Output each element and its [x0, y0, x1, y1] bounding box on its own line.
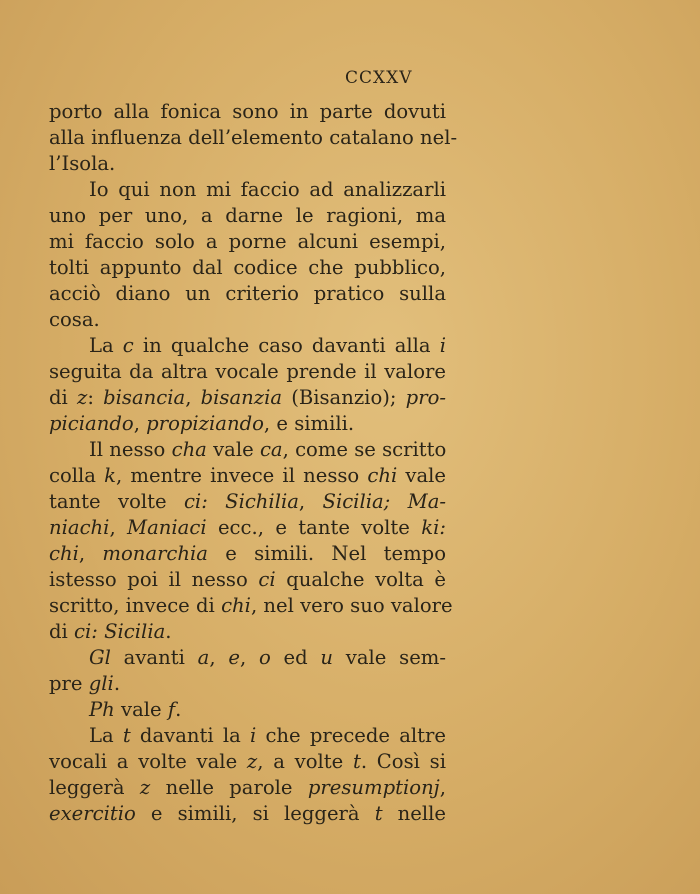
- text-segment: , come se scritto: [282, 438, 447, 461]
- italic-text: a: [197, 646, 210, 669]
- text-segment: Il nesso: [89, 438, 172, 461]
- text-segment: vale: [206, 438, 260, 461]
- text-line: [49, 541, 446, 567]
- text-line: [49, 489, 446, 515]
- italic-text: ci: Sichilia: [183, 490, 299, 513]
- italic-text: bisancia: [103, 386, 186, 409]
- text-line: [49, 671, 446, 697]
- text-segment: seguita da altra vocale prende il valore: [49, 360, 446, 383]
- italic-text: niachi: [49, 516, 110, 539]
- text-segment: mi faccio solo a porne alcuni esempi,: [49, 230, 446, 253]
- text-segment: ,: [439, 776, 446, 799]
- italic-text: ci: Sicilia: [74, 620, 166, 643]
- text-segment: alla influenza dell’elemento catalano nel-: [49, 126, 458, 149]
- italic-text: t: [122, 724, 131, 747]
- italic-text: z: [76, 386, 88, 409]
- text-segment: uno per uno, a darne le ragioni, ma: [49, 204, 446, 227]
- text-segment: nelle: [382, 802, 446, 825]
- italic-text: ca: [259, 438, 283, 461]
- italic-text: e: [228, 646, 240, 669]
- text-segment: e simili. Nel tempo: [207, 542, 446, 565]
- text-segment: ecc., e tante volte: [206, 516, 422, 539]
- italic-text: piciando: [49, 412, 134, 435]
- italic-text: Maniaci: [127, 516, 207, 539]
- italic-text: chi: [221, 594, 251, 617]
- text-segment: ,: [185, 386, 201, 409]
- text-segment: nelle parole: [150, 776, 308, 799]
- text-segment: cosa.: [49, 308, 100, 331]
- italic-text: o: [258, 646, 271, 669]
- text-line: [49, 593, 453, 619]
- italic-text: ci: [258, 568, 276, 591]
- text-line: [49, 749, 446, 775]
- text-segment: tolti appunto dal codice che pubblico,: [49, 256, 446, 279]
- text-line: [49, 177, 446, 203]
- text-segment: qualche volta è: [275, 568, 446, 591]
- text-segment: ed: [270, 646, 321, 669]
- text-segment: ,: [298, 490, 323, 513]
- text-line: [49, 151, 446, 177]
- text-segment: .: [165, 620, 172, 643]
- text-segment: leggerà: [49, 776, 140, 799]
- text-segment: (Bisanzio);: [282, 386, 406, 409]
- text-line: [49, 99, 446, 125]
- text-segment: istesso poi il nesso: [49, 568, 259, 591]
- text-line: [49, 801, 446, 827]
- text-line: [49, 385, 446, 411]
- text-line: [49, 281, 446, 307]
- italic-text: exercitio: [49, 802, 136, 825]
- text-segment: ,: [239, 646, 259, 669]
- text-segment: e simili, si leggerà: [135, 802, 375, 825]
- text-line: [49, 463, 446, 489]
- text-segment: che precede altre: [256, 724, 446, 747]
- text-line: [49, 229, 446, 255]
- text-segment: ,: [209, 646, 229, 669]
- text-line: [49, 255, 446, 281]
- italic-text: chi: [367, 464, 398, 487]
- italic-text: ki:: [421, 516, 446, 539]
- text-segment: .: [175, 698, 182, 721]
- text-segment: acciò diano un criterio pratico sulla: [49, 282, 446, 305]
- text-line: [49, 619, 446, 645]
- text-segment: porto alla fonica sono in parte dovuti: [49, 100, 446, 123]
- italic-text: cha: [171, 438, 207, 461]
- text-segment: avanti: [110, 646, 198, 669]
- text-segment: in qualche caso davanti alla: [133, 334, 440, 357]
- text-segment: davanti la: [130, 724, 250, 747]
- italic-text: Ma-: [407, 490, 446, 513]
- text-segment: pre: [49, 672, 89, 695]
- text-line: [49, 203, 446, 229]
- text-segment: vale sem-: [333, 646, 446, 669]
- text-segment: di: [49, 620, 75, 643]
- text-segment: colla: [49, 464, 105, 487]
- text-segment: . Così si: [360, 750, 446, 773]
- italic-text: z: [139, 776, 151, 799]
- text-segment: :: [87, 386, 104, 409]
- italic-text: gli: [88, 672, 114, 695]
- text-line: [49, 567, 446, 593]
- text-segment: l’Isola.: [49, 152, 116, 175]
- italic-text: monarchia: [102, 542, 208, 565]
- italic-text: presumptionj: [307, 776, 440, 799]
- italic-text: u: [320, 646, 334, 669]
- italic-text: i: [249, 724, 257, 747]
- text-segment: ,: [78, 542, 103, 565]
- italic-text: bisanzia: [200, 386, 283, 409]
- italic-text: f: [167, 698, 176, 721]
- text-segment: , a volte: [257, 750, 353, 773]
- text-segment: , mentre invece il nesso: [116, 464, 368, 487]
- text-segment: ,: [133, 412, 147, 435]
- text-line: [49, 515, 446, 541]
- italic-text: Sicilia;: [322, 490, 391, 513]
- text-line: [49, 125, 458, 151]
- text-line: [49, 411, 446, 437]
- body-text: [49, 99, 458, 827]
- text-segment: vale: [397, 464, 447, 487]
- text-segment: , e simili.: [263, 412, 355, 435]
- italic-text: chi: [49, 542, 79, 565]
- text-segment: tante volte: [49, 490, 184, 513]
- text-segment: .: [113, 672, 121, 695]
- italic-text: propiziando: [146, 412, 264, 435]
- italic-text: t: [352, 750, 361, 773]
- italic-text: pro-: [405, 386, 446, 409]
- text-segment: [390, 490, 407, 513]
- text-segment: vocali a volte vale: [49, 750, 247, 773]
- text-segment: di: [49, 386, 77, 409]
- page-number: CCXXV: [345, 68, 413, 88]
- text-line: [49, 359, 446, 385]
- italic-text: z: [246, 750, 258, 773]
- text-line: [49, 437, 446, 463]
- italic-text: Ph: [89, 698, 115, 721]
- text-segment: scritto, invece di: [49, 594, 222, 617]
- text-segment: La: [89, 334, 123, 357]
- italic-text: Gl: [89, 646, 111, 669]
- text-segment: Io qui non mi faccio ad analizzarli: [89, 178, 446, 201]
- text-segment: vale: [114, 698, 168, 721]
- text-line: [49, 775, 446, 801]
- italic-text: c: [122, 334, 134, 357]
- text-line: [49, 307, 446, 333]
- italic-text: t: [374, 802, 383, 825]
- text-segment: La: [89, 724, 123, 747]
- italic-text: k: [104, 464, 117, 487]
- italic-text: i: [439, 334, 446, 357]
- text-segment: ,: [109, 516, 128, 539]
- text-segment: , nel vero suo valore: [250, 594, 453, 617]
- text-line: [49, 723, 446, 749]
- text-line: [49, 697, 446, 723]
- text-line: [49, 333, 446, 359]
- text-line: [49, 645, 446, 671]
